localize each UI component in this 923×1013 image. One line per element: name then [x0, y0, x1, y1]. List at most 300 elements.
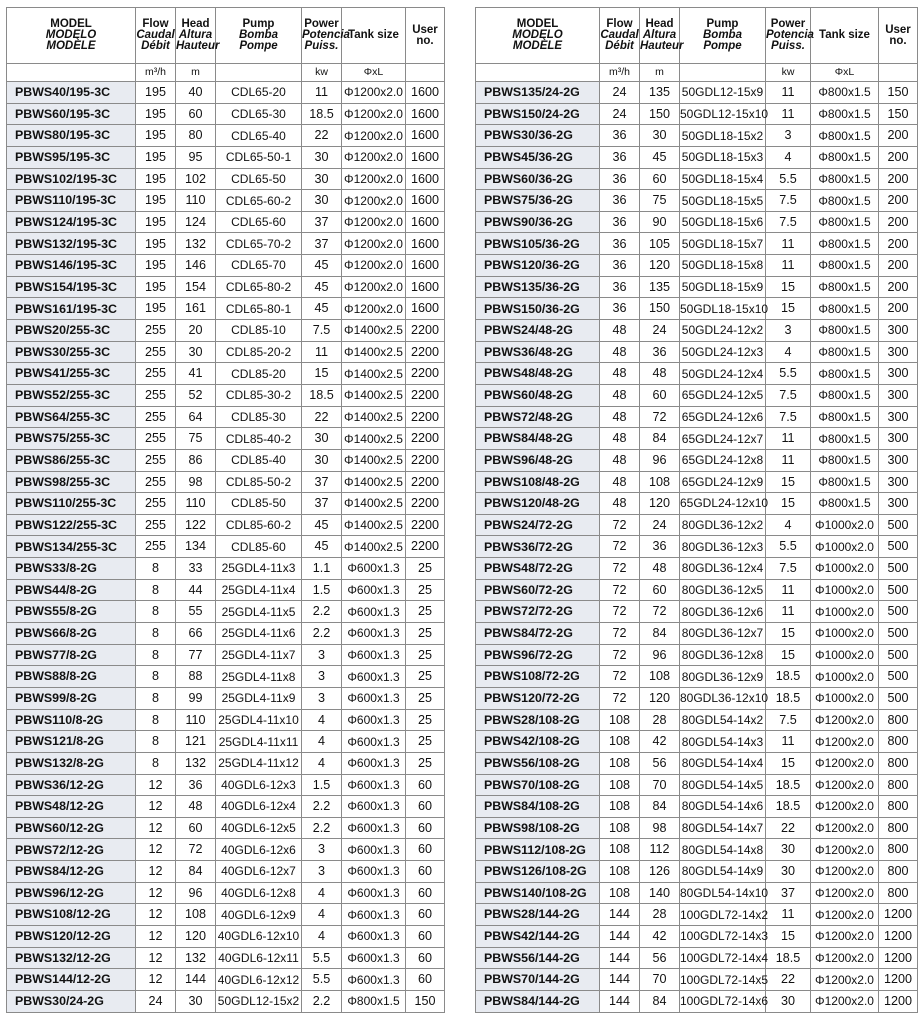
- tank-cell: Φ1200x2.0: [811, 839, 879, 861]
- table-row: [7, 752, 445, 774]
- units-row: [476, 64, 918, 82]
- user-cell: 25: [406, 687, 445, 709]
- power-cell: 22: [766, 969, 811, 991]
- user-cell: 2200: [406, 536, 445, 558]
- table-row: [7, 817, 445, 839]
- user-cell: 200: [879, 190, 918, 212]
- power-cell: 4: [766, 146, 811, 168]
- pump-cell: CDL85-50: [216, 493, 302, 515]
- table-row: [476, 190, 918, 212]
- power-cell: 11: [766, 904, 811, 926]
- user-cell: 150: [406, 990, 445, 1012]
- tank-cell: Φ1200x2.0: [811, 969, 879, 991]
- flow-cell: 195: [136, 255, 176, 277]
- model-cell: PBWS30/255-3C: [7, 341, 136, 363]
- head-cell: 56: [640, 947, 680, 969]
- model-cell: PBWS36/72-2G: [476, 536, 600, 558]
- tank-cell: Φ600x1.3: [342, 601, 406, 623]
- flow-cell: 108: [600, 796, 640, 818]
- pump-cell: 80GDL36-12x6: [680, 601, 766, 623]
- user-cell: 2200: [406, 428, 445, 450]
- table-row: [7, 298, 445, 320]
- flow-cell: 72: [600, 666, 640, 688]
- tank-cell: Φ800x1.5: [811, 146, 879, 168]
- tank-cell: Φ1400x2.5: [342, 341, 406, 363]
- head-cell: 84: [640, 990, 680, 1012]
- user-cell: 2200: [406, 449, 445, 471]
- power-cell: 11: [766, 579, 811, 601]
- flow-cell: 36: [600, 146, 640, 168]
- pump-cell: 50GDL18-15x5: [680, 190, 766, 212]
- tank-cell: Φ600x1.3: [342, 731, 406, 753]
- tank-cell: Φ1400x2.5: [342, 428, 406, 450]
- flow-cell: 195: [136, 276, 176, 298]
- head-cell: 135: [640, 82, 680, 104]
- tank-cell: Φ1000x2.0: [811, 644, 879, 666]
- flow-cell: 255: [136, 449, 176, 471]
- model-cell: PBWS98/108-2G: [476, 817, 600, 839]
- head-cell: 52: [176, 384, 216, 406]
- power-cell: 18.5: [766, 796, 811, 818]
- user-cell: 500: [879, 623, 918, 645]
- model-cell: PBWS28/144-2G: [476, 904, 600, 926]
- model-cell: PBWS24/48-2G: [476, 320, 600, 342]
- head-cell: 66: [176, 623, 216, 645]
- pump-cell: 40GDL6-12x8: [216, 882, 302, 904]
- user-cell: 60: [406, 817, 445, 839]
- tank-cell: Φ1200x2.0: [342, 211, 406, 233]
- model-cell: PBWS95/195-3C: [7, 146, 136, 168]
- model-cell: PBWS110/8-2G: [7, 709, 136, 731]
- user-cell: 60: [406, 904, 445, 926]
- table-row: [476, 666, 918, 688]
- flow-cell: 12: [136, 904, 176, 926]
- power-cell: 4: [302, 925, 342, 947]
- pump-table-left: [6, 7, 445, 1013]
- model-cell: PBWS120/72-2G: [476, 687, 600, 709]
- pump-cell: 40GDL6-12x10: [216, 925, 302, 947]
- table-row: [476, 601, 918, 623]
- model-cell: PBWS132/12-2G: [7, 947, 136, 969]
- pump-cell: 80GDL54-14x8: [680, 839, 766, 861]
- power-cell: 15: [766, 471, 811, 493]
- head-cell: 132: [176, 947, 216, 969]
- user-cell: 2200: [406, 406, 445, 428]
- tank-cell: Φ1200x2.0: [811, 709, 879, 731]
- user-cell: 2200: [406, 471, 445, 493]
- table-row: [7, 190, 445, 212]
- model-cell: PBWS108/12-2G: [7, 904, 136, 926]
- model-cell: PBWS52/255-3C: [7, 384, 136, 406]
- head-cell: 120: [176, 925, 216, 947]
- tank-cell: Φ800x1.5: [811, 168, 879, 190]
- user-cell: 200: [879, 276, 918, 298]
- head-cell: 105: [640, 233, 680, 255]
- units-tank: ΦxL: [811, 64, 879, 82]
- pump-cell: 40GDL6-12x7: [216, 861, 302, 883]
- model-cell: PBWS80/195-3C: [7, 125, 136, 147]
- tank-cell: Φ1200x2.0: [342, 233, 406, 255]
- pump-table-right: [475, 7, 918, 1013]
- power-cell: 45: [302, 298, 342, 320]
- units-pump: [216, 64, 302, 82]
- tank-cell: Φ600x1.3: [342, 752, 406, 774]
- power-cell: 2.2: [302, 623, 342, 645]
- flow-cell: 12: [136, 817, 176, 839]
- model-cell: PBWS120/48-2G: [476, 493, 600, 515]
- table-row: [476, 731, 918, 753]
- model-cell: PBWS96/48-2G: [476, 449, 600, 471]
- flow-cell: 144: [600, 969, 640, 991]
- table-row: [476, 320, 918, 342]
- model-cell: PBWS90/36-2G: [476, 211, 600, 233]
- flow-cell: 8: [136, 666, 176, 688]
- pump-cell: 80GDL36-12x7: [680, 623, 766, 645]
- table-row: [7, 146, 445, 168]
- power-cell: 11: [766, 103, 811, 125]
- model-cell: PBWS60/72-2G: [476, 579, 600, 601]
- power-cell: 15: [766, 298, 811, 320]
- tank-cell: Φ600x1.3: [342, 817, 406, 839]
- user-cell: 800: [879, 752, 918, 774]
- pump-cell: 50GDL12-15x2: [216, 990, 302, 1012]
- pump-cell: 50GDL12-15x9: [680, 82, 766, 104]
- user-cell: 25: [406, 558, 445, 580]
- head-cell: 41: [176, 363, 216, 385]
- tank-cell: Φ1200x2.0: [342, 298, 406, 320]
- head-cell: 98: [640, 817, 680, 839]
- user-cell: 1200: [879, 990, 918, 1012]
- pump-cell: 50GDL18-15x7: [680, 233, 766, 255]
- user-cell: 25: [406, 666, 445, 688]
- tank-cell: Φ600x1.3: [342, 623, 406, 645]
- model-cell: PBWS60/195-3C: [7, 103, 136, 125]
- pump-cell: CDL85-60-2: [216, 514, 302, 536]
- user-cell: 1200: [879, 947, 918, 969]
- user-cell: 500: [879, 536, 918, 558]
- pump-cell: CDL65-80-2: [216, 276, 302, 298]
- pump-cell: CDL65-30: [216, 103, 302, 125]
- flow-cell: 72: [600, 644, 640, 666]
- tank-cell: Φ600x1.3: [342, 839, 406, 861]
- head-cell: 70: [640, 969, 680, 991]
- tank-cell: Φ1200x2.0: [811, 882, 879, 904]
- user-cell: 150: [879, 82, 918, 104]
- pump-cell: 50GDL18-15x8: [680, 255, 766, 277]
- tank-header: Tank size: [811, 8, 879, 64]
- pump-cell: 80GDL36-12x4: [680, 558, 766, 580]
- tank-cell: Φ800x1.5: [811, 320, 879, 342]
- tank-cell: Φ800x1.5: [811, 82, 879, 104]
- user-cell: 300: [879, 320, 918, 342]
- head-cell: 86: [176, 449, 216, 471]
- model-cell: PBWS48/12-2G: [7, 796, 136, 818]
- head-cell: 24: [640, 320, 680, 342]
- tank-cell: Φ1200x2.0: [342, 168, 406, 190]
- pump-cell: 25GDL4-11x6: [216, 623, 302, 645]
- user-cell: 1200: [879, 904, 918, 926]
- model-cell: PBWS146/195-3C: [7, 255, 136, 277]
- power-cell: 11: [302, 341, 342, 363]
- tank-cell: Φ1000x2.0: [811, 536, 879, 558]
- power-cell: 18.5: [302, 384, 342, 406]
- head-cell: 42: [640, 925, 680, 947]
- head-cell: 42: [640, 731, 680, 753]
- head-cell: 88: [176, 666, 216, 688]
- tank-cell: Φ1400x2.5: [342, 363, 406, 385]
- power-cell: 5.5: [302, 947, 342, 969]
- flow-cell: 144: [600, 947, 640, 969]
- model-cell: PBWS98/255-3C: [7, 471, 136, 493]
- table-row: [476, 904, 918, 926]
- table-row: [7, 406, 445, 428]
- flow-cell: 195: [136, 82, 176, 104]
- user-cell: 800: [879, 861, 918, 883]
- pump-cell: 80GDL54-14x7: [680, 817, 766, 839]
- model-cell: PBWS72/12-2G: [7, 839, 136, 861]
- table-row: [476, 947, 918, 969]
- table-row: [476, 839, 918, 861]
- pump-cell: 25GDL4-11x5: [216, 601, 302, 623]
- pump-cell: 80GDL36-12x8: [680, 644, 766, 666]
- tank-cell: Φ1000x2.0: [811, 623, 879, 645]
- tank-cell: Φ800x1.5: [811, 406, 879, 428]
- units-tank: ΦxL: [342, 64, 406, 82]
- head-cell: 20: [176, 320, 216, 342]
- flow-cell: 108: [600, 882, 640, 904]
- tank-cell: Φ1000x2.0: [811, 579, 879, 601]
- tank-cell: Φ1200x2.0: [342, 190, 406, 212]
- pump-cell: 50GDL18-15x3: [680, 146, 766, 168]
- model-cell: PBWS105/36-2G: [476, 233, 600, 255]
- model-cell: PBWS84/72-2G: [476, 623, 600, 645]
- user-cell: 1600: [406, 276, 445, 298]
- model-cell: PBWS70/144-2G: [476, 969, 600, 991]
- tank-cell: Φ1200x2.0: [342, 146, 406, 168]
- flow-cell: 48: [600, 341, 640, 363]
- user-cell: 25: [406, 623, 445, 645]
- flow-cell: 8: [136, 731, 176, 753]
- tank-cell: Φ600x1.3: [342, 579, 406, 601]
- model-cell: PBWS132/8-2G: [7, 752, 136, 774]
- table-row: [476, 925, 918, 947]
- flow-cell: 195: [136, 211, 176, 233]
- head-cell: 70: [640, 774, 680, 796]
- tank-cell: Φ800x1.5: [811, 233, 879, 255]
- head-cell: 48: [640, 558, 680, 580]
- head-cell: 72: [176, 839, 216, 861]
- table-row: [476, 82, 918, 104]
- tank-cell: Φ1400x2.5: [342, 449, 406, 471]
- tank-cell: Φ1200x2.0: [811, 774, 879, 796]
- table-row: [476, 363, 918, 385]
- power-cell: 7.5: [766, 709, 811, 731]
- head-cell: 126: [640, 861, 680, 883]
- pump-cell: 25GDL4-11x7: [216, 644, 302, 666]
- units-user: [879, 64, 918, 82]
- flow-cell: 255: [136, 428, 176, 450]
- flow-cell: 195: [136, 190, 176, 212]
- flow-cell: 12: [136, 774, 176, 796]
- pump-cell: CDL65-40: [216, 125, 302, 147]
- flow-cell: 48: [600, 384, 640, 406]
- pump-cell: 25GDL4-11x9: [216, 687, 302, 709]
- pump-cell: 80GDL54-14x6: [680, 796, 766, 818]
- flow-cell: 12: [136, 947, 176, 969]
- head-cell: 90: [640, 211, 680, 233]
- tank-cell: Φ1200x2.0: [811, 861, 879, 883]
- flow-cell: 108: [600, 861, 640, 883]
- tank-cell: Φ1200x2.0: [342, 82, 406, 104]
- table-row: [7, 320, 445, 342]
- power-cell: 22: [302, 406, 342, 428]
- power-cell: 7.5: [766, 406, 811, 428]
- head-cell: 60: [176, 103, 216, 125]
- tank-cell: Φ600x1.3: [342, 861, 406, 883]
- user-cell: 200: [879, 298, 918, 320]
- model-cell: PBWS102/195-3C: [7, 168, 136, 190]
- model-cell: PBWS96/12-2G: [7, 882, 136, 904]
- tank-cell: Φ1200x2.0: [811, 796, 879, 818]
- user-cell: 60: [406, 947, 445, 969]
- model-cell: PBWS126/108-2G: [476, 861, 600, 883]
- table-row: [7, 839, 445, 861]
- table-row: [7, 644, 445, 666]
- power-header: Power Potencia Puiss.: [766, 8, 811, 64]
- units-pump: [680, 64, 766, 82]
- model-cell: PBWS108/48-2G: [476, 471, 600, 493]
- tank-header: Tank size: [342, 8, 406, 64]
- pump-cell: 65GDL24-12x10: [680, 493, 766, 515]
- table-row: [7, 168, 445, 190]
- model-cell: PBWS60/36-2G: [476, 168, 600, 190]
- pump-cell: 50GDL18-15x2: [680, 125, 766, 147]
- tank-cell: Φ800x1.5: [811, 103, 879, 125]
- flow-cell: 72: [600, 687, 640, 709]
- model-cell: PBWS84/48-2G: [476, 428, 600, 450]
- flow-cell: 48: [600, 471, 640, 493]
- head-cell: 55: [176, 601, 216, 623]
- table-row: [7, 774, 445, 796]
- pump-cell: 65GDL24-12x9: [680, 471, 766, 493]
- tank-cell: Φ800x1.5: [342, 990, 406, 1012]
- power-cell: 3: [766, 320, 811, 342]
- power-cell: 4: [302, 752, 342, 774]
- model-cell: PBWS55/8-2G: [7, 601, 136, 623]
- model-cell: PBWS122/255-3C: [7, 514, 136, 536]
- model-cell: PBWS112/108-2G: [476, 839, 600, 861]
- flow-header: Flow Caudal Débit: [136, 8, 176, 64]
- table-row: [7, 514, 445, 536]
- user-cell: 800: [879, 839, 918, 861]
- table-row: [7, 276, 445, 298]
- table-row: [7, 255, 445, 277]
- power-cell: 45: [302, 276, 342, 298]
- pump-cell: 40GDL6-12x3: [216, 774, 302, 796]
- tank-cell: Φ1400x2.5: [342, 536, 406, 558]
- model-cell: PBWS84/12-2G: [7, 861, 136, 883]
- pump-cell: 40GDL6-12x9: [216, 904, 302, 926]
- pump-header: Pump Bomba Pompe: [216, 8, 302, 64]
- pump-cell: CDL65-50: [216, 168, 302, 190]
- flow-cell: 36: [600, 233, 640, 255]
- user-cell: 60: [406, 969, 445, 991]
- tank-cell: Φ600x1.3: [342, 709, 406, 731]
- head-cell: 144: [176, 969, 216, 991]
- pump-cell: 100GDL72-14x5: [680, 969, 766, 991]
- table-row: [7, 687, 445, 709]
- tank-cell: Φ800x1.5: [811, 255, 879, 277]
- user-cell: 300: [879, 341, 918, 363]
- head-cell: 36: [640, 536, 680, 558]
- power-cell: 18.5: [766, 774, 811, 796]
- user-cell: 1600: [406, 211, 445, 233]
- power-header: Power Potencia Puiss.: [302, 8, 342, 64]
- tank-cell: Φ800x1.5: [811, 125, 879, 147]
- head-cell: 124: [176, 211, 216, 233]
- head-cell: 56: [640, 752, 680, 774]
- pump-cell: 25GDL4-11x11: [216, 731, 302, 753]
- flow-cell: 108: [600, 709, 640, 731]
- pump-cell: 40GDL6-12x12: [216, 969, 302, 991]
- tank-cell: Φ1400x2.5: [342, 320, 406, 342]
- user-cell: 25: [406, 601, 445, 623]
- table-row: [7, 384, 445, 406]
- model-cell: PBWS40/195-3C: [7, 82, 136, 104]
- head-cell: 98: [176, 471, 216, 493]
- pump-cell: 80GDL54-14x5: [680, 774, 766, 796]
- model-cell: PBWS56/144-2G: [476, 947, 600, 969]
- flow-cell: 108: [600, 731, 640, 753]
- power-cell: 4: [302, 882, 342, 904]
- power-cell: 45: [302, 255, 342, 277]
- units-power: kw: [766, 64, 811, 82]
- table-row: [476, 125, 918, 147]
- user-cell: 1600: [406, 82, 445, 104]
- head-header: Head Altura Hauteur: [640, 8, 680, 64]
- pump-cell: CDL85-30-2: [216, 384, 302, 406]
- flow-cell: 24: [600, 82, 640, 104]
- power-cell: 11: [766, 82, 811, 104]
- flow-cell: 36: [600, 190, 640, 212]
- tank-cell: Φ1200x2.0: [811, 947, 879, 969]
- head-cell: 75: [640, 190, 680, 212]
- table-row: [476, 861, 918, 883]
- tank-cell: Φ1200x2.0: [811, 817, 879, 839]
- user-cell: 2200: [406, 514, 445, 536]
- table-row: [476, 709, 918, 731]
- flow-cell: 8: [136, 558, 176, 580]
- user-cell: 60: [406, 925, 445, 947]
- pump-cell: 100GDL72-14x3: [680, 925, 766, 947]
- user-cell: 2200: [406, 320, 445, 342]
- head-cell: 110: [176, 190, 216, 212]
- table-row: [476, 514, 918, 536]
- user-cell: 60: [406, 839, 445, 861]
- table-row: [7, 796, 445, 818]
- flow-cell: 12: [136, 796, 176, 818]
- pump-cell: 40GDL6-12x5: [216, 817, 302, 839]
- user-cell: 300: [879, 471, 918, 493]
- power-cell: 22: [766, 817, 811, 839]
- power-cell: 30: [766, 990, 811, 1012]
- tank-cell: Φ800x1.5: [811, 190, 879, 212]
- power-cell: 18.5: [766, 947, 811, 969]
- power-cell: 18.5: [766, 687, 811, 709]
- head-cell: 132: [176, 233, 216, 255]
- table-row: [7, 666, 445, 688]
- tank-cell: Φ1200x2.0: [811, 904, 879, 926]
